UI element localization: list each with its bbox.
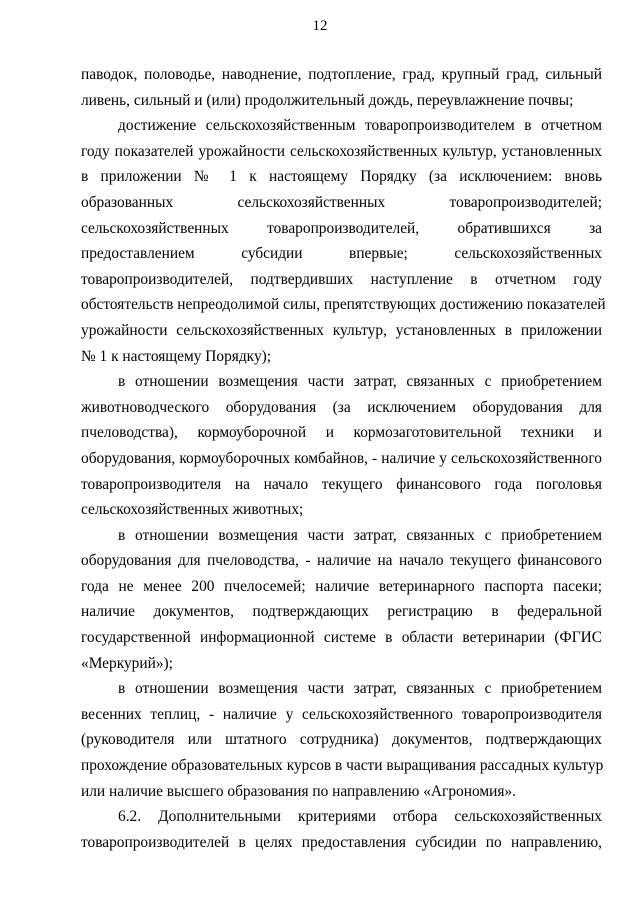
text-line: года не менее 200 пчелосемей; наличие ветеринарного паспорта пасеки; <box>81 577 602 595</box>
text-line: или наличие высшего образования по направлению «Агрономия». <box>81 782 516 800</box>
paragraph-clause-6-2 <box>81 804 602 855</box>
text-line: товаропроизводителей, подтвердивших наступление в отчетном году <box>81 270 602 288</box>
text-line: достижение сельскохозяйственным товаропроизводителем в отчетном <box>118 117 602 135</box>
text-line: сельскохозяйственных товаропроизводителей, обратившихся за <box>81 219 602 237</box>
page-number: 12 <box>312 18 328 34</box>
text-line: «Меркурий»); <box>81 654 173 672</box>
text-line: товаропроизводителя на начало текущего финансового года поголовья <box>81 475 602 493</box>
text-line: ливень, сильный и (или) продолжительный дождь, переувлажнение почвы; <box>81 91 574 109</box>
text-line: в приложении № 1 к настоящему Порядку (за исключением: вновь <box>81 168 602 186</box>
text-line: образованных сельскохозяйственных товаропроизводителей; <box>81 193 602 211</box>
paragraph-disaster-list <box>81 62 602 113</box>
text-line: урожайности сельскохозяйственных культур, установленных в приложении <box>81 321 602 339</box>
text-line: в отношении возмещения части затрат, связанных с приобретением <box>118 526 602 544</box>
text-line: оборудования для пчеловодства, - наличие на начало текущего финансового <box>81 552 602 570</box>
text-line: 6.2. Дополнительными критериями отбора сельскохозяйственных <box>118 808 602 826</box>
text-line: предоставлением субсидии впервые; сельскохозяйственных <box>81 245 602 263</box>
text-line: паводок, половодье, наводнение, подтопление, град, крупный град, сильный <box>81 66 602 83</box>
paragraph-beekeeping-equipment <box>81 523 602 677</box>
text-line: в отношении возмещения части затрат, связанных с приобретением <box>118 680 602 698</box>
document-body <box>81 62 606 855</box>
paragraph-yield-indicators <box>81 113 606 369</box>
text-line: государственной информационной системе в области ветеринарии (ФГИС <box>81 629 602 647</box>
text-line: году показателей урожайности сельскохозяйственных культур, установленных <box>81 142 602 160</box>
text-line: оборудования, кормоуборочных комбайнов, - наличие у сельскохозяйственного <box>81 449 602 467</box>
text-line: животноводческого оборудования (за исключением оборудования для <box>81 398 602 416</box>
text-line: (руководителя или штатного сотрудника) документов, подтверждающих <box>81 731 602 749</box>
text-line: весенних теплиц, - наличие у сельскохозяйственного товаропроизводителя <box>81 705 602 723</box>
text-line: прохождение образовательных курсов в части выращивания рассадных культур <box>81 757 604 775</box>
text-line: наличие документов, подтверждающих регистрацию в федеральной <box>81 603 602 621</box>
text-line: товаропроизводителей в целях предоставления субсидии по направлению, <box>81 833 602 851</box>
text-line: № 1 к настоящему Порядку); <box>81 347 272 365</box>
text-line: в отношении возмещения части затрат, связанных с приобретением <box>118 373 602 391</box>
text-line: обстоятельств непреодолимой силы, препятствующих достижению показателей <box>81 296 606 314</box>
paragraph-livestock-equipment <box>81 369 602 523</box>
text-line: сельскохозяйственных животных; <box>81 501 304 519</box>
text-line: пчеловодства), кормоуборочной и кормозаготовительной техники и <box>81 424 602 442</box>
paragraph-greenhouses <box>81 676 602 804</box>
